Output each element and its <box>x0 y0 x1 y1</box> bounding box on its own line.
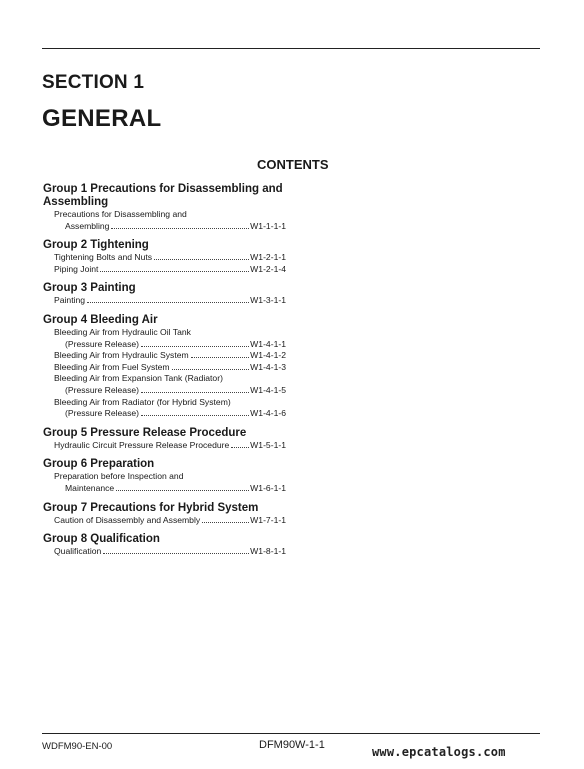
toc-entry[interactable] <box>43 546 286 558</box>
entry-label-line: Bleeding Air from Radiator (for Hybrid System) <box>54 396 231 407</box>
section-label: SECTION 1 <box>42 72 145 93</box>
entry-label: Tightening Bolts and Nuts <box>54 252 153 263</box>
page-number: DFM90W-1-1 <box>259 739 325 751</box>
entry-label: (Pressure Release) <box>65 338 140 349</box>
dot-leader <box>231 447 249 448</box>
footer-rule <box>42 733 540 734</box>
dot-leader <box>202 522 249 523</box>
entry-label: (Pressure Release) <box>65 408 140 419</box>
entry-label: Hydraulic Circuit Pressure Release Procedure <box>54 439 230 450</box>
dot-leader <box>141 346 249 347</box>
entry-label: Caution of Disassembly and Assembly <box>54 514 201 525</box>
header-rule <box>42 48 540 49</box>
dot-leader <box>172 369 250 370</box>
group-title: Group 2 Tightening <box>43 239 149 252</box>
dot-leader <box>87 302 249 303</box>
toc-entry[interactable] <box>43 440 286 452</box>
toc-entry[interactable] <box>43 252 286 264</box>
document-code: WDFM90-EN-00 <box>42 741 113 752</box>
entry-page: W1-4-1-3 <box>250 361 286 372</box>
entry-label-line: Preparation before Inspection and <box>54 471 184 482</box>
contents-heading: CONTENTS <box>257 157 329 172</box>
toc-group <box>43 458 286 494</box>
entry-label-line: Bleeding Air from Hydraulic Oil Tank <box>54 326 191 337</box>
entry-page: W1-4-1-1 <box>250 338 286 349</box>
entry-label: Qualification <box>54 546 102 557</box>
toc-group <box>43 183 286 232</box>
entry-label: Maintenance <box>65 482 115 493</box>
toc-entry[interactable] <box>43 515 286 527</box>
entry-page: W1-1-1-1 <box>250 220 286 231</box>
entry-label: Piping Joint <box>54 263 99 274</box>
entry-page: W1-7-1-1 <box>250 514 286 525</box>
toc-group <box>43 314 286 420</box>
toc-group <box>43 502 286 527</box>
dot-leader <box>141 415 249 416</box>
entry-label: (Pressure Release) <box>65 384 140 395</box>
entry-label-line: Bleeding Air from Expansion Tank (Radiator) <box>54 373 223 384</box>
dot-leader <box>116 490 249 491</box>
toc-entry[interactable] <box>43 327 286 350</box>
dot-leader <box>100 271 249 272</box>
dot-leader <box>191 357 249 358</box>
group-title: Group 6 Preparation <box>43 458 155 471</box>
entry-page: W1-3-1-1 <box>250 295 286 306</box>
entry-label: Assembling <box>65 220 110 231</box>
toc-entry[interactable] <box>43 295 286 307</box>
dot-leader <box>111 228 249 229</box>
group-title: Group 5 Pressure Release Procedure <box>43 426 247 439</box>
toc-entry[interactable] <box>43 350 286 362</box>
entry-label: Bleeding Air from Fuel System <box>54 361 170 372</box>
group-title: Group 1 Precautions for Disassembling and Assembling <box>43 183 283 208</box>
toc-entry[interactable] <box>43 362 286 374</box>
toc-entry[interactable] <box>43 471 286 494</box>
dot-leader <box>103 553 249 554</box>
group-title: Group 3 Painting <box>43 282 136 295</box>
entry-page: W1-8-1-1 <box>250 546 286 557</box>
group-title: Group 7 Precautions for Hybrid System <box>43 501 259 514</box>
toc-entry[interactable] <box>43 397 286 420</box>
toc-entry[interactable] <box>43 209 286 232</box>
entry-page: W1-4-1-2 <box>250 350 286 361</box>
entry-label-line: Precautions for Disassembling and <box>54 209 187 219</box>
entry-page: W1-5-1-1 <box>250 439 286 450</box>
dot-leader <box>154 259 249 260</box>
entry-page: W1-2-1-4 <box>250 263 286 274</box>
toc-group <box>43 533 286 558</box>
entry-label: Painting <box>54 295 86 306</box>
entry-page: W1-4-1-5 <box>250 384 286 395</box>
dot-leader <box>141 392 249 393</box>
toc-entry[interactable] <box>43 373 286 396</box>
entry-page: W1-4-1-6 <box>250 408 286 419</box>
group-title: Group 4 Bleeding Air <box>43 313 158 326</box>
toc-entry[interactable] <box>43 264 286 276</box>
entry-page: W1-6-1-1 <box>250 482 286 493</box>
group-title: Group 8 Qualification <box>43 533 160 546</box>
entry-label: Bleeding Air from Hydraulic System <box>54 350 189 361</box>
section-title: GENERAL <box>42 105 162 132</box>
toc-group <box>43 239 286 275</box>
watermark: www.epcatalogs.com <box>372 745 506 759</box>
toc-group <box>43 427 286 452</box>
entry-page: W1-2-1-1 <box>250 252 286 263</box>
table-of-contents <box>43 183 286 565</box>
toc-group <box>43 282 286 307</box>
